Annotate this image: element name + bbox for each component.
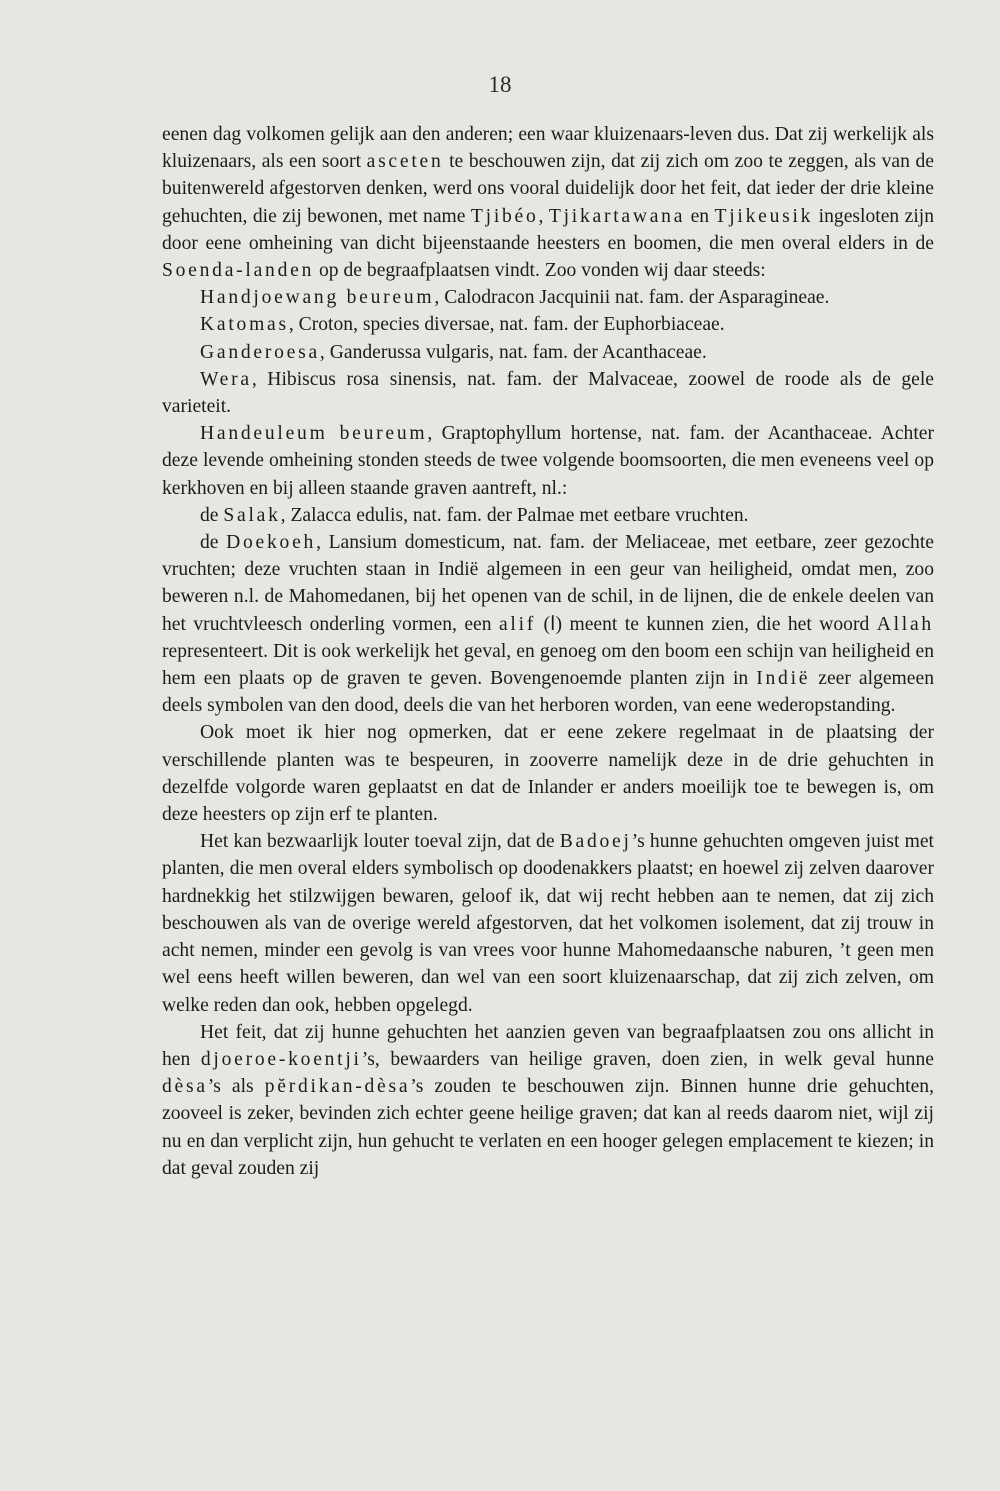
plant-entry xyxy=(162,366,934,420)
spaced-term: Indië xyxy=(756,668,811,690)
text-run: , xyxy=(538,205,549,227)
spaced-term: Soenda-landen xyxy=(162,260,315,282)
tree-entry xyxy=(162,529,934,719)
plant-name: Katomas xyxy=(200,314,289,336)
spaced-term: asceten xyxy=(366,151,444,173)
plant-name: Handeuleum beureum xyxy=(200,423,428,445)
spaced-term: Allah xyxy=(876,613,934,635)
body-text xyxy=(162,121,934,1182)
plant-name: Handjoewang beureum xyxy=(200,287,435,309)
spaced-term: dèsa xyxy=(162,1076,208,1098)
plant-entry xyxy=(162,420,934,502)
text-run: ’s als xyxy=(207,1076,265,1098)
spaced-term: alif xyxy=(498,613,537,635)
text-run: zeer algemeen deels symbolen van den dood, deels die van het herboren worden, van eene wederopstanding. xyxy=(162,668,934,717)
text-run: op de begraafplaatsen vindt. Zoo vonden wij daar steeds: xyxy=(314,260,766,282)
spaced-term: djoeroe-koentji xyxy=(200,1048,362,1070)
paragraph-het-kan xyxy=(162,828,934,1018)
plant-entry xyxy=(162,284,934,311)
text-run: ’s, bewaarders van heilige graven, doen zien, in welk geval hunne xyxy=(361,1048,934,1070)
paragraph-het-feit xyxy=(162,1019,934,1182)
text-run: ’s zouden te beschouwen zijn. Binnen hunne drie gehuchten, zooveel is zeker, bevinden zich echter geene heilige graven; dat kan al reeds daarom niet, wijl zij nu en dan verplicht zijn, hun gehucht te verlaten en een hooger gelegen emplacement te kiezen; in dat geval zouden zij xyxy=(162,1076,934,1179)
text-run: ( xyxy=(536,613,551,635)
tree-entry xyxy=(162,502,934,529)
plant-name: Wera xyxy=(200,368,252,390)
plant-entry xyxy=(162,339,934,366)
tree-name: Doekoeh xyxy=(226,532,317,554)
text-run: de xyxy=(200,532,227,554)
tree-name: Salak xyxy=(223,504,281,526)
spaced-term: pĕrdikan-dèsa xyxy=(264,1076,411,1098)
spaced-term: Badoej xyxy=(559,831,632,853)
spaced-term: Tjikeusik xyxy=(714,205,814,227)
plant-description: , Calodracon Jacquinii nat. fam. der Asparagineae. xyxy=(434,287,830,309)
page-number: 18 xyxy=(488,72,512,97)
arabic-letter: ا xyxy=(550,613,556,635)
text-run: en xyxy=(685,205,715,227)
text-run: ingesloten zijn door eene omheining van dicht bijeenstaande heesters en boomen, die men overal elders in de xyxy=(162,205,934,254)
text-run: representeert. Dit is ook werkelijk het geval, en genoeg om den boom een schijn van heiligheid en hem een plaats op de graven te geven. Bovengenoemde planten zijn in xyxy=(162,640,934,690)
text-run: de xyxy=(200,504,224,526)
plant-description: , Ganderussa vulgaris, nat. fam. der Acanthaceae. xyxy=(319,341,707,363)
text-run: , Zalacca edulis, nat. fam. der Palmae met eetbare vruchten. xyxy=(280,504,749,526)
paragraph-intro xyxy=(162,121,934,284)
plant-entry xyxy=(162,311,934,338)
spaced-term: Tjibéo xyxy=(470,205,539,227)
plant-description: , Hibiscus rosa sinensis, nat. fam. der Malvaceae, zoowel de roode als de gele varieteit. xyxy=(162,368,934,418)
spaced-term: Tjikartawana xyxy=(548,205,686,227)
text-run: eenen dag volkomen gelijk aan den anderen; een waar kluizenaars-leven dus. Dat zij werkelijk als kluizenaars, als een soort xyxy=(162,124,934,173)
text-run: Het feit, dat zij hunne gehuchten het aanzien geven van begraafplaatsen zou ons allicht in hen xyxy=(162,1021,934,1070)
text-run: ’s hunne gehuchten omgeven juist met planten, die men overal elders symbolisch op doodenakkers plaatst; en hoewel zij zelven daarover hardnekkig het stilzwijgen bewaren, geloof ik, dat wij recht hebben aan te nemen, dat zij zich beschouwen als van de overige wereld afgestorven, dat het volkomen isolement, dat zij trouw in acht nemen, minder een gevolg is van vrees voor hunne Mahomedaansche naburen, ’t geen men wel eens heeft willen beweren, dan wel van een soort kluizenaarschap, dat zij zich zelven, om welke reden dan ook, hebben opgelegd. xyxy=(162,831,934,1016)
plant-description: , Graptophyllum hortense, nat. fam. der Acanthaceae. Achter deze levende omheining stonden steeds de twee volgende boomsoorten, die men eveneens veel op kerkhoven en bij alleen staande graven aantreft, nl.: xyxy=(162,423,935,499)
text-run: , Lansium domesticum, nat. fam. der Meliaceae, met eetbare, zeer gezochte vruchten; deze vruchten staan in Indië algemeen in een geur van heiligheid, omdat men, zoo beweren n.l. de Mahomedanen, bij het openen van de schil, in de lijnen, die de enkele deelen van het vruchtvleesch onderling vormen, een xyxy=(162,532,934,635)
text-run: te beschouwen zijn, dat zij zich om zoo te zeggen, als van de buitenwereld afgestorven denken, werd ons vooral duidelijk door het feit, dat ieder der drie kleine gehuchten, die zij bewonen, met name xyxy=(162,151,934,227)
plant-name: Ganderoesa xyxy=(200,341,320,363)
plant-description: , Croton, species diversae, nat. fam. der Euphorbiaceae. xyxy=(288,314,725,336)
text-run: Het kan bezwaarlijk louter toeval zijn, dat de xyxy=(200,831,560,853)
paragraph-ook: Ook moet ik hier nog opmerken, dat er eene zekere regelmaat in de plaatsing der verschillende planten was te bespeuren, in zooverre namelijk deze in de drie gehuchten in dezelfde volgorde waren geplaatst en dat de Inlander er anders moeilijk toe te bewegen is, om deze heesters op zijn erf te planten. xyxy=(162,722,934,826)
text-run: ) meent te kunnen zien, die het woord xyxy=(555,613,877,635)
